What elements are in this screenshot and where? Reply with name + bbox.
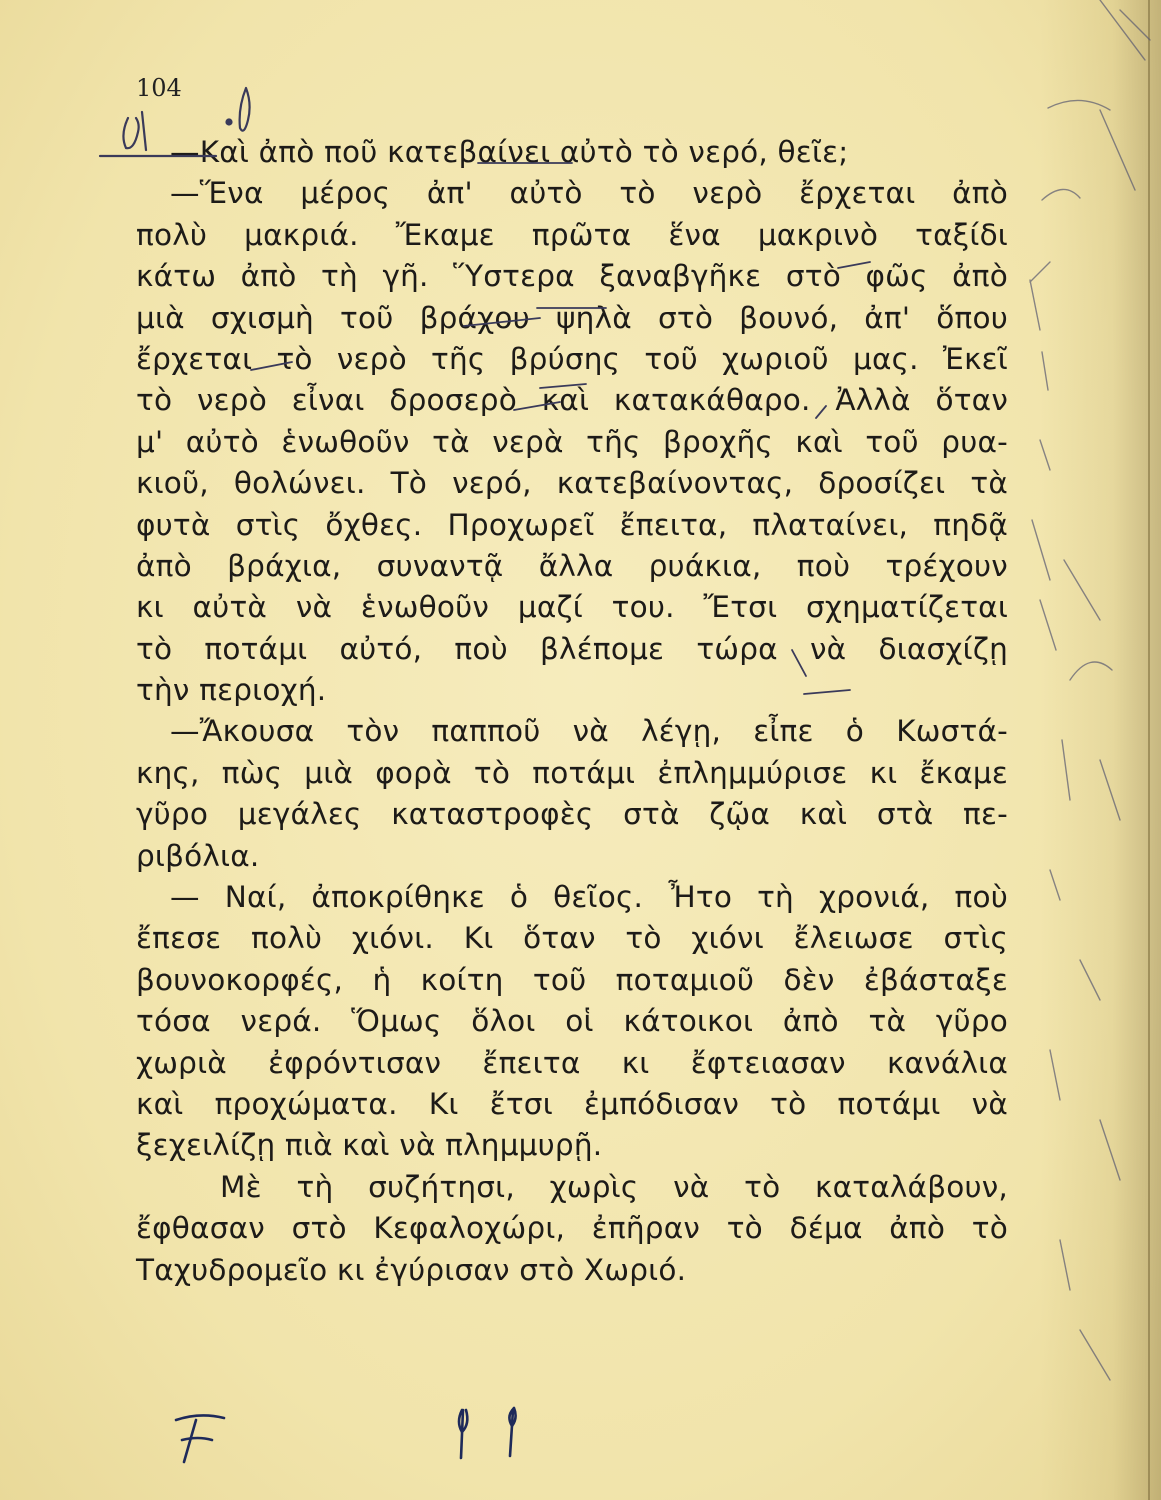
text-line: τόσα νερά. Ὅμως ὅλοι οἱ κάτοικοι ἀπὸ τὰ γῦρο xyxy=(136,1004,1008,1039)
text-line: γῦρο μεγάλες καταστροφὲς στὰ ζῷα καὶ στὰ πε- xyxy=(136,797,1008,832)
text-line: ἔφθασαν στὸ Κεφαλοχώρι, ἐπῆραν τὸ δέμα ἀπὸ τὸ xyxy=(136,1211,1008,1246)
text-line: ξεχειλίζῃ πιὰ καὶ νὰ πλημμυρῇ. xyxy=(136,1128,603,1163)
body-text xyxy=(136,132,1008,1291)
text-line: καὶ προχώματα. Κι ἔτσι ἐμπόδισαν τὸ ποτάμι νὰ xyxy=(136,1086,1008,1121)
text-line: χωριὰ ἐφρόντισαν ἔπειτα κι ἔφτειασαν κανάλια xyxy=(136,1045,1008,1080)
text-line: τὸ ποτάμι αὐτό, ποὺ βλέπομε τώρα νὰ διασχίζῃ xyxy=(136,631,1008,666)
text-line: —Ἕνα μέρος ἀπ' αὐτὸ τὸ νερὸ ἔρχεται ἀπὸ xyxy=(170,176,1008,211)
text-line: φυτὰ στὶς ὄχθες. Προχωρεῖ ἔπειτα, πλαταίνει, πηδᾷ xyxy=(136,507,1008,542)
binding-fold xyxy=(1148,0,1150,1500)
text-line: κιοῦ, θολώνει. Τὸ νερό, κατεβαίνοντας, δροσίζει τὰ xyxy=(136,466,1008,501)
text-line: —Καὶ ἀπὸ ποῦ κατεβαίνει αὐτὸ τὸ νερό, θεῖε; xyxy=(170,135,849,169)
text-line: ριβόλια. xyxy=(136,838,260,873)
text-line: τὸ νερὸ εἶναι δροσερὸ καὶ κατακάθαρο. Ἀλλὰ ὅταν xyxy=(136,383,1008,418)
text-line: τὴν περιοχή. xyxy=(136,673,327,708)
right-margin-shadow xyxy=(1040,0,1161,1500)
text-line: Μὲ τὴ συζήτησι, χωρὶς νὰ τὸ καταλάβουν, xyxy=(220,1169,1008,1204)
text-line: — Ναί, ἀποκρίθηκε ὁ θεῖος. Ἦτο τὴ χρονιά, ποὺ xyxy=(170,880,1008,915)
text-line: κι αὐτὰ νὰ ἑνωθοῦν μαζί του. Ἔτσι σχηματίζεται xyxy=(136,590,1008,625)
text-line: βουνοκορφές, ἡ κοίτη τοῦ ποταμιοῦ δὲν ἐβάσταξε xyxy=(136,962,1008,997)
text-line: —Ἄκουσα τὸν παπποῦ νὰ λέγῃ, εἶπε ὁ Κωστά- xyxy=(170,714,1008,749)
text-line: ἀπὸ βράχια, συναντᾷ ἄλλα ρυάκια, ποὺ τρέχουν xyxy=(136,548,1008,583)
page-number: 104 xyxy=(136,74,182,102)
text-line: ἔπεσε πολὺ χιόνι. Κι ὅταν τὸ χιόνι ἔλειωσε στὶς xyxy=(136,921,1008,956)
text-line: κης, πὼς μιὰ φορὰ τὸ ποτάμι ἐπλημμύρισε κι ἔκαμε xyxy=(136,755,1008,790)
text-line: πολὺ μακριά. Ἔκαμε πρῶτα ἕνα μακρινὸ ταξίδι xyxy=(136,217,1008,252)
text-line: μ' αὐτὸ ἑνωθοῦν τὰ νερὰ τῆς βροχῆς καὶ τοῦ ρυα- xyxy=(136,424,1008,459)
text-line: Ταχυδρομεῖο κι ἐγύρισαν στὸ Χωριό. xyxy=(136,1252,687,1287)
text-line: ἔρχεται τὸ νερὸ τῆς βρύσης τοῦ χωριοῦ μας. Ἐκεῖ xyxy=(136,341,1008,376)
text-line: κάτω ἀπὸ τὴ γῆ. Ὕστερα ξαναβγῆκε στὸ φῶς ἀπὸ xyxy=(136,259,1008,294)
text-line: μιὰ σχισμὴ τοῦ βράχου ψηλὰ στὸ βουνό, ἀπ' ὅπου xyxy=(136,300,1008,335)
